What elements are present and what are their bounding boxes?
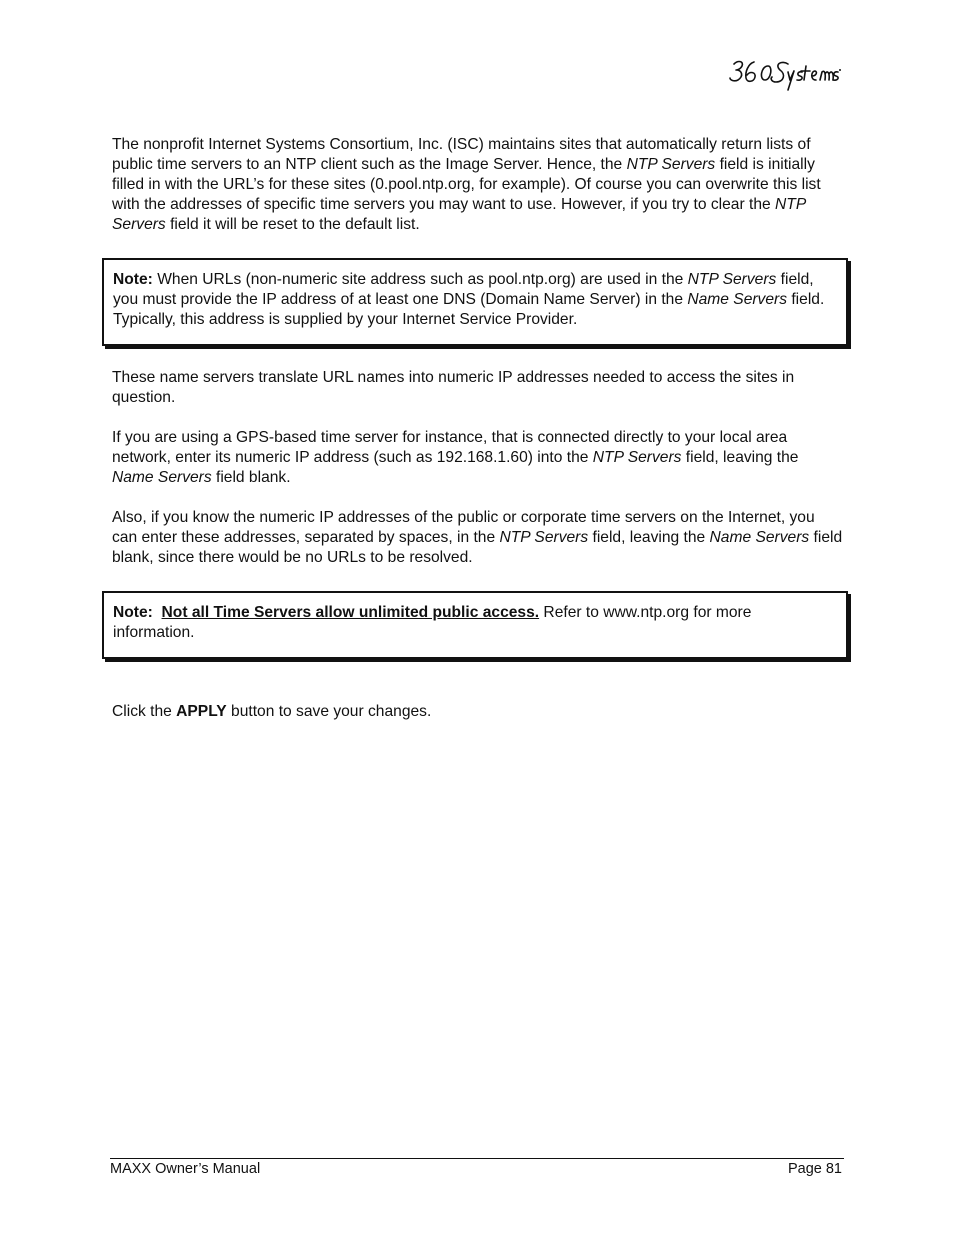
italic-term: Name Servers	[709, 529, 810, 546]
italic-term: NTP Servers	[687, 271, 777, 288]
italic-term: Name Servers	[112, 469, 212, 486]
paragraph-numeric-ip	[112, 508, 844, 568]
text: The nonprofit Internet Systems Consortium, Inc. (ISC) maintains sites that automatically return lists of public time servers to an NTP client such as the Image Server. Hence, the	[112, 136, 811, 173]
360-systems-logo-icon	[728, 52, 843, 92]
italic-term: Name Servers	[687, 291, 788, 308]
text: If you are using a GPS-based time server for instance, that is connected directly to your local area network, enter its numeric IP address (such as 192.168.1.60) into the	[112, 429, 788, 466]
text: field it will be reset to the default list.	[165, 216, 420, 233]
footer-manual-title: MAXX Owner’s Manual	[110, 1161, 261, 1177]
note-box-dns	[102, 258, 848, 346]
text: Also, if you know the numeric IP addresses of the public or corporate time servers on the Internet, you can enter these addresses, separated by spaces, in the	[112, 509, 815, 546]
note-box-public-access	[102, 591, 848, 659]
note-label: Note:	[113, 604, 153, 621]
text: Click the	[112, 703, 177, 720]
italic-term: NTP Servers	[112, 196, 806, 233]
paragraph-apply	[112, 702, 844, 722]
text: button to save your changes.	[226, 703, 432, 720]
note-label: Note:	[113, 271, 153, 288]
footer-page-number: Page 81	[787, 1161, 842, 1177]
text: field. Typically, this address is supplied by your Internet Service Provider.	[113, 291, 825, 328]
paragraph-name-servers: These name servers translate URL names into numeric IP addresses needed to access the sites in question.	[112, 369, 795, 406]
paragraph-isc	[112, 135, 844, 235]
apply-keyword: APPLY	[176, 703, 227, 720]
italic-term: NTP Servers	[592, 449, 682, 466]
text: field, leaving the	[681, 449, 799, 466]
italic-term: NTP Servers	[499, 529, 589, 546]
italic-term: NTP Servers	[626, 156, 716, 173]
text: field blank, since there would be no URLs to be resolved.	[112, 529, 843, 566]
text: field, you must provide the IP address of at least one DNS (Domain Name Server) in the	[113, 271, 814, 308]
footer-divider	[110, 1158, 844, 1159]
paragraph-gps	[112, 428, 844, 488]
underlined-warning: Not all Time Servers allow unlimited public access.	[161, 604, 540, 621]
text: When URLs (non-numeric site address such as pool.ntp.org) are used in the	[152, 271, 688, 288]
text: field is initially filled in with the URL’s for these sites (0.pool.ntp.org, for example). Of course you can overwrite this list with the addresses of specific time servers you may want to use. However, if you try to clear the	[112, 156, 821, 213]
brand-logo	[728, 52, 843, 92]
text: field blank.	[211, 469, 291, 486]
text: Refer to www.ntp.org for more information.	[113, 604, 752, 641]
text: field, leaving the	[588, 529, 710, 546]
